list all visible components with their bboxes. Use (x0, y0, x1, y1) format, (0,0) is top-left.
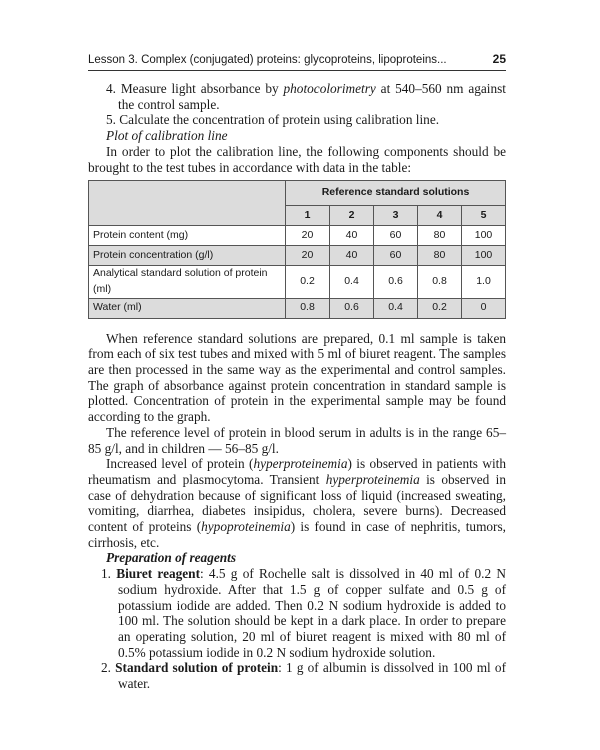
table-row (89, 266, 506, 298)
table-cell: 0.2 (418, 298, 462, 318)
table-cell: 0.4 (374, 298, 418, 318)
table-cell: 80 (418, 246, 462, 266)
step-4-number: 4. (106, 81, 116, 96)
step-4-text-a: Measure light absorbance by (120, 81, 284, 96)
table-cell: 1.0 (462, 266, 506, 298)
table-group-header: Reference standard solutions (286, 181, 506, 206)
table-cell: 40 (330, 246, 374, 266)
reagent-2-title: Standard solution of protein (115, 660, 279, 676)
page-number: 25 (492, 52, 506, 66)
table-cell: 60 (374, 226, 418, 246)
p3-text-c: is observed in case of dehydration because of significant loss of liquid (increased sweating, vomiting, diarrhea, diabetes insipidus, cholera, severe burns). Decreased content of proteins ( (88, 471, 506, 535)
table-cell: 0.6 (374, 266, 418, 298)
p3-emphasis-3: hypoproteinemia (201, 519, 291, 535)
paragraph-standard-solutions: When reference standard solutions are prepared, 0.1 ml sample is taken from each of six test tubes and mixed with 5 ml of biuret reagent. The samples are then processed in the same way as the experimental and control samples. The graph of absorbance against protein concentration in standard sample is plotted. Concentration of protein in the experimental sample may be found according to the graph. (88, 330, 506, 425)
paragraph-reference-level: The reference level of protein in blood serum in adults is in the range 65–85 g/l, and in children — 56–85 g/l. (88, 424, 506, 456)
header-rule (88, 70, 506, 71)
table-row-label: Water (ml) (89, 298, 286, 318)
table-corner-cell (89, 181, 286, 226)
plot-intro: In order to plot the calibration line, the following components should be brought to the test tubes in accordance with data in the table: (88, 143, 506, 175)
reagent-1-number: 1. (101, 566, 117, 582)
table-cell: 0.6 (330, 298, 374, 318)
table-header-row-1 (89, 181, 506, 206)
table-cell: 0.4 (330, 266, 374, 298)
table-cell: 0.2 (286, 266, 330, 298)
table-row (89, 246, 506, 266)
page-body (88, 81, 506, 692)
plot-heading-text: Plot of calibration line (106, 128, 228, 144)
paragraph-protein-levels (88, 456, 506, 550)
table-cell: 0.8 (286, 298, 330, 318)
table-cell: 100 (462, 246, 506, 266)
plot-heading (88, 128, 506, 144)
table-row (89, 298, 506, 318)
reagents-heading-text: Preparation of reagents (106, 550, 237, 566)
table-cell: 60 (374, 246, 418, 266)
running-header (88, 52, 506, 66)
p3-text-a: Increased level of protein ( (106, 456, 254, 472)
table-cell: 40 (330, 226, 374, 246)
table-column-header: 3 (374, 206, 418, 226)
reagent-item-biuret (88, 566, 506, 660)
table-column-header: 2 (330, 206, 374, 226)
reagent-2-text: : 1 g of albumin is dissolved in 100 ml of water. (118, 660, 506, 692)
table-cell: 20 (286, 226, 330, 246)
table-column-header: 1 (286, 206, 330, 226)
table-cell: 0 (462, 298, 506, 318)
table-row (89, 226, 506, 246)
table-column-header: 4 (418, 206, 462, 226)
table-cell: 80 (418, 226, 462, 246)
p3-text-d: ) is found in case of nephritis, tumors, cirrhosis, etc. (88, 519, 506, 550)
table-row-label: Protein concentration (g/l) (89, 246, 286, 266)
table-cell: 20 (286, 246, 330, 266)
calibration-table (88, 180, 506, 318)
step-4 (88, 81, 506, 112)
reagent-1-text: : 4.5 g of Rochelle salt is dissolved in 40 ml of 0.2 N sodium hydroxide. After that 1.5 g of copper sulfate and 0.5 g of potassium iodide are added. Then 0.2 N sodium hydroxide is added to 100 ml. The solution should be kept in a dark place. In order to prepare an operating solution, 20 ml of biuret reagent is mixed with 80 ml of 0.5% potassium iodide in 0.2 N sodium hydroxide solution. (118, 566, 507, 660)
table-cell: 0.8 (418, 266, 462, 298)
reagent-2-number: 2. (101, 660, 116, 676)
p3-emphasis-1: hyperproteinemia (253, 456, 348, 472)
table-row-label: Protein content (mg) (89, 226, 286, 246)
p3-text-b: ) is observed in patients with rheumatism and plasmocytoma. Transient (88, 456, 506, 487)
step-4-text-b: at 540–560 nm against the control sample. (118, 81, 507, 112)
p3-emphasis-2: hyperproteinemia (325, 471, 420, 487)
table-cell: 100 (462, 226, 506, 246)
step-5: 5. Calculate the concentration of protein using calibration line. (106, 112, 440, 128)
reagent-1-title: Biuret reagent (116, 566, 200, 582)
header-title: Lesson 3. Complex (conjugated) proteins: glycoproteins, lipoproteins... (88, 54, 447, 66)
reagent-item-standard (88, 660, 506, 691)
step-4-emphasis: photocolorimetry (283, 81, 376, 96)
table-column-header: 5 (462, 206, 506, 226)
reagents-heading (88, 550, 506, 566)
table-row-label: Analytical standard solution of protein (ml) (89, 266, 286, 298)
